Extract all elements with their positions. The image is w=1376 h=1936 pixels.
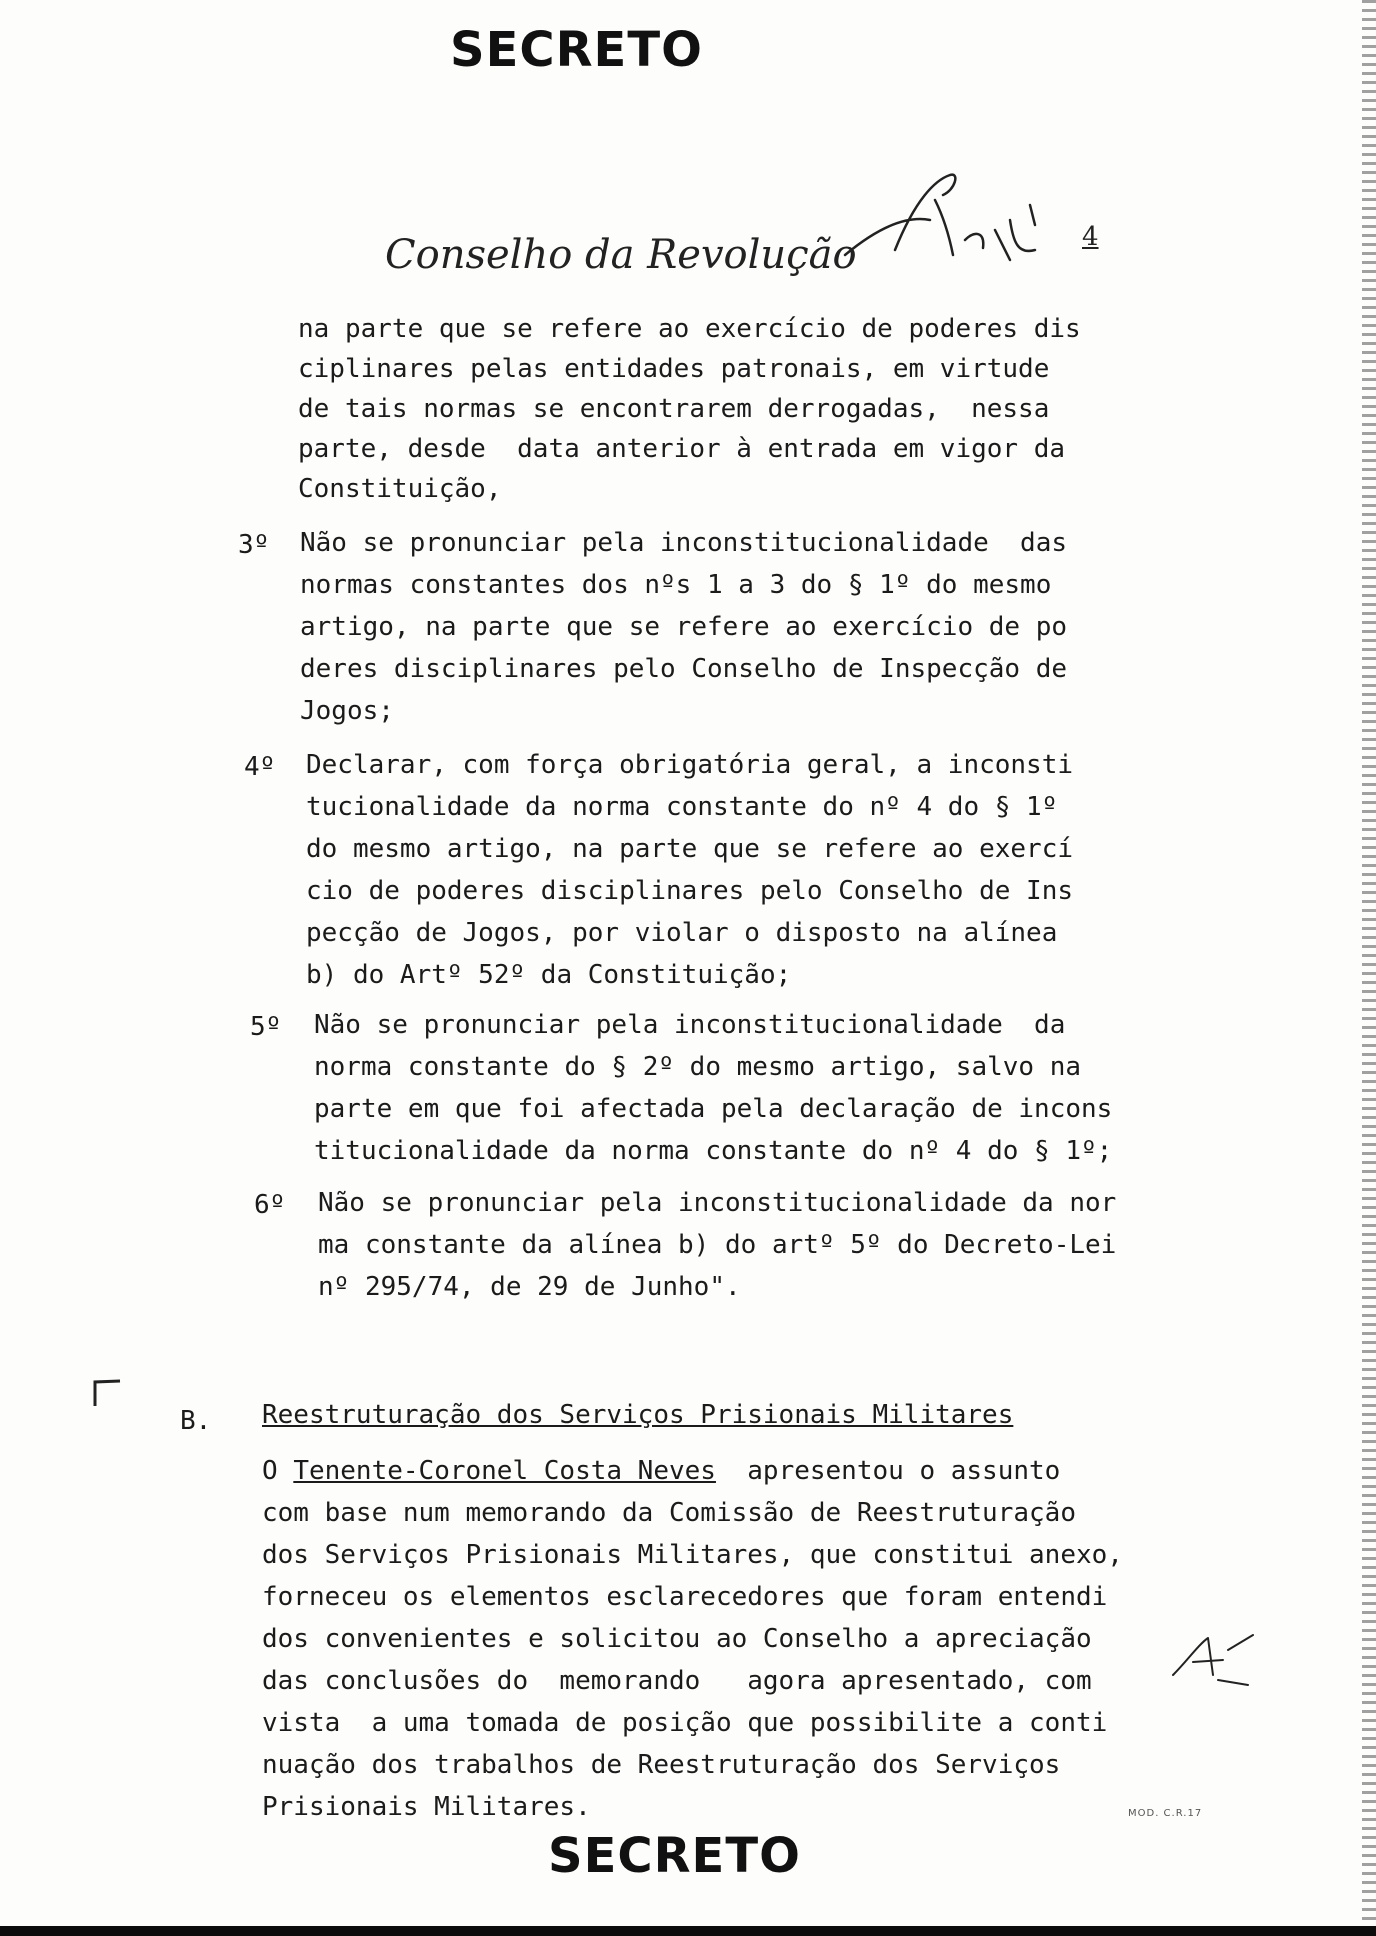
text-line: com base num memorando da Comissão de Reestruturação bbox=[262, 1498, 1076, 1528]
text-line: tucionalidade da norma constante do nº 4 do § 1º bbox=[306, 792, 1058, 822]
section-letter: B. bbox=[180, 1406, 212, 1436]
continuation-paragraph bbox=[298, 316, 1081, 516]
item-number: 3º bbox=[238, 530, 270, 560]
item-5-text bbox=[314, 1012, 1112, 1180]
text-line: das conclusões do memorando agora apresentado, com bbox=[262, 1666, 1092, 1696]
text-line: parte em que foi afectada pela declaração de incons bbox=[314, 1094, 1113, 1124]
item-3-text bbox=[300, 530, 1067, 740]
text-line: Prisionais Militares. bbox=[262, 1792, 591, 1822]
text-line: Constituição, bbox=[298, 474, 502, 504]
text-line: artigo, na parte que se refere ao exercício de po bbox=[300, 612, 1068, 642]
text-line: vista a uma tomada de posição que possibilite a conti bbox=[262, 1708, 1108, 1738]
margin-initials bbox=[1168, 1630, 1258, 1690]
classification-stamp-top: SECRETO bbox=[450, 22, 703, 78]
section-b-paragraph bbox=[262, 1458, 1123, 1836]
section-title: Reestruturação dos Serviços Prisionais Militares bbox=[262, 1400, 1014, 1430]
text-line: do mesmo artigo, na parte que se refere ao exercí bbox=[306, 834, 1074, 864]
text-line: ciplinares pelas entidades patronais, em virtude bbox=[298, 354, 1050, 384]
text-line: normas constantes dos nºs 1 a 3 do § 1º do mesmo bbox=[300, 570, 1052, 600]
page-number: 4 bbox=[1082, 222, 1099, 252]
text-span: O bbox=[262, 1456, 294, 1486]
handwritten-initials bbox=[835, 160, 1055, 300]
text-line: de tais normas se encontrarem derrogadas, nessa bbox=[298, 394, 1050, 424]
text-span: apresentou o assunto bbox=[715, 1456, 1061, 1486]
text-line: norma constante do § 2º do mesmo artigo, salvo na bbox=[314, 1052, 1082, 1082]
item-number: 4º bbox=[244, 752, 276, 782]
text-line: Jogos; bbox=[300, 696, 394, 726]
scan-bottom-edge bbox=[0, 1926, 1376, 1936]
text-line: titucionalidade da norma constante do nº 4 do § 1º; bbox=[314, 1136, 1113, 1166]
item-number: 6º bbox=[254, 1190, 286, 1220]
text-line: nuação dos trabalhos de Reestruturação dos Serviços bbox=[262, 1750, 1061, 1780]
binding-edge-mark bbox=[1362, 0, 1376, 1936]
text-line: dos Serviços Prisionais Militares, que constitui anexo, bbox=[262, 1540, 1123, 1570]
text-line: ma constante da alínea b) do artº 5º do Decreto-Lei bbox=[318, 1230, 1117, 1260]
officer-name: Tenente-Coronel Costa Neves bbox=[293, 1456, 716, 1486]
text-line: Não se pronunciar pela inconstitucionalidade da nor bbox=[318, 1188, 1117, 1218]
text-line: Não se pronunciar pela inconstitucionalidade da bbox=[314, 1010, 1066, 1040]
text-line: b) do Artº 52º da Constituição; bbox=[306, 960, 792, 990]
text-line: na parte que se refere ao exercício de poderes dis bbox=[298, 314, 1081, 344]
text-line: deres disciplinares pelo Conselho de Inspecção de bbox=[300, 654, 1068, 684]
text-line: parte, desde data anterior à entrada em vigor da bbox=[298, 434, 1066, 464]
letterhead: Conselho da Revolução bbox=[385, 232, 857, 278]
item-number: 5º bbox=[250, 1012, 282, 1042]
item-6-text bbox=[318, 1190, 1116, 1316]
text-line bbox=[262, 1458, 1123, 1500]
item-4-text bbox=[306, 752, 1073, 1004]
text-line: Declarar, com força obrigatória geral, a inconsti bbox=[306, 750, 1074, 780]
classification-stamp-bottom: SECRETO bbox=[548, 1828, 801, 1884]
text-line: nº 295/74, de 29 de Junho". bbox=[318, 1272, 741, 1302]
corner-mark bbox=[92, 1378, 122, 1408]
form-reference: MOD. C.R.17 bbox=[1128, 1808, 1203, 1819]
text-line: dos convenientes e solicitou ao Conselho a apreciação bbox=[262, 1624, 1092, 1654]
text-line: cio de poderes disciplinares pelo Conselho de Ins bbox=[306, 876, 1074, 906]
text-line: Não se pronunciar pela inconstitucionalidade das bbox=[300, 528, 1068, 558]
text-line: forneceu os elementos esclarecedores que foram entendi bbox=[262, 1582, 1108, 1612]
text-line: pecção de Jogos, por violar o disposto na alínea bbox=[306, 918, 1058, 948]
